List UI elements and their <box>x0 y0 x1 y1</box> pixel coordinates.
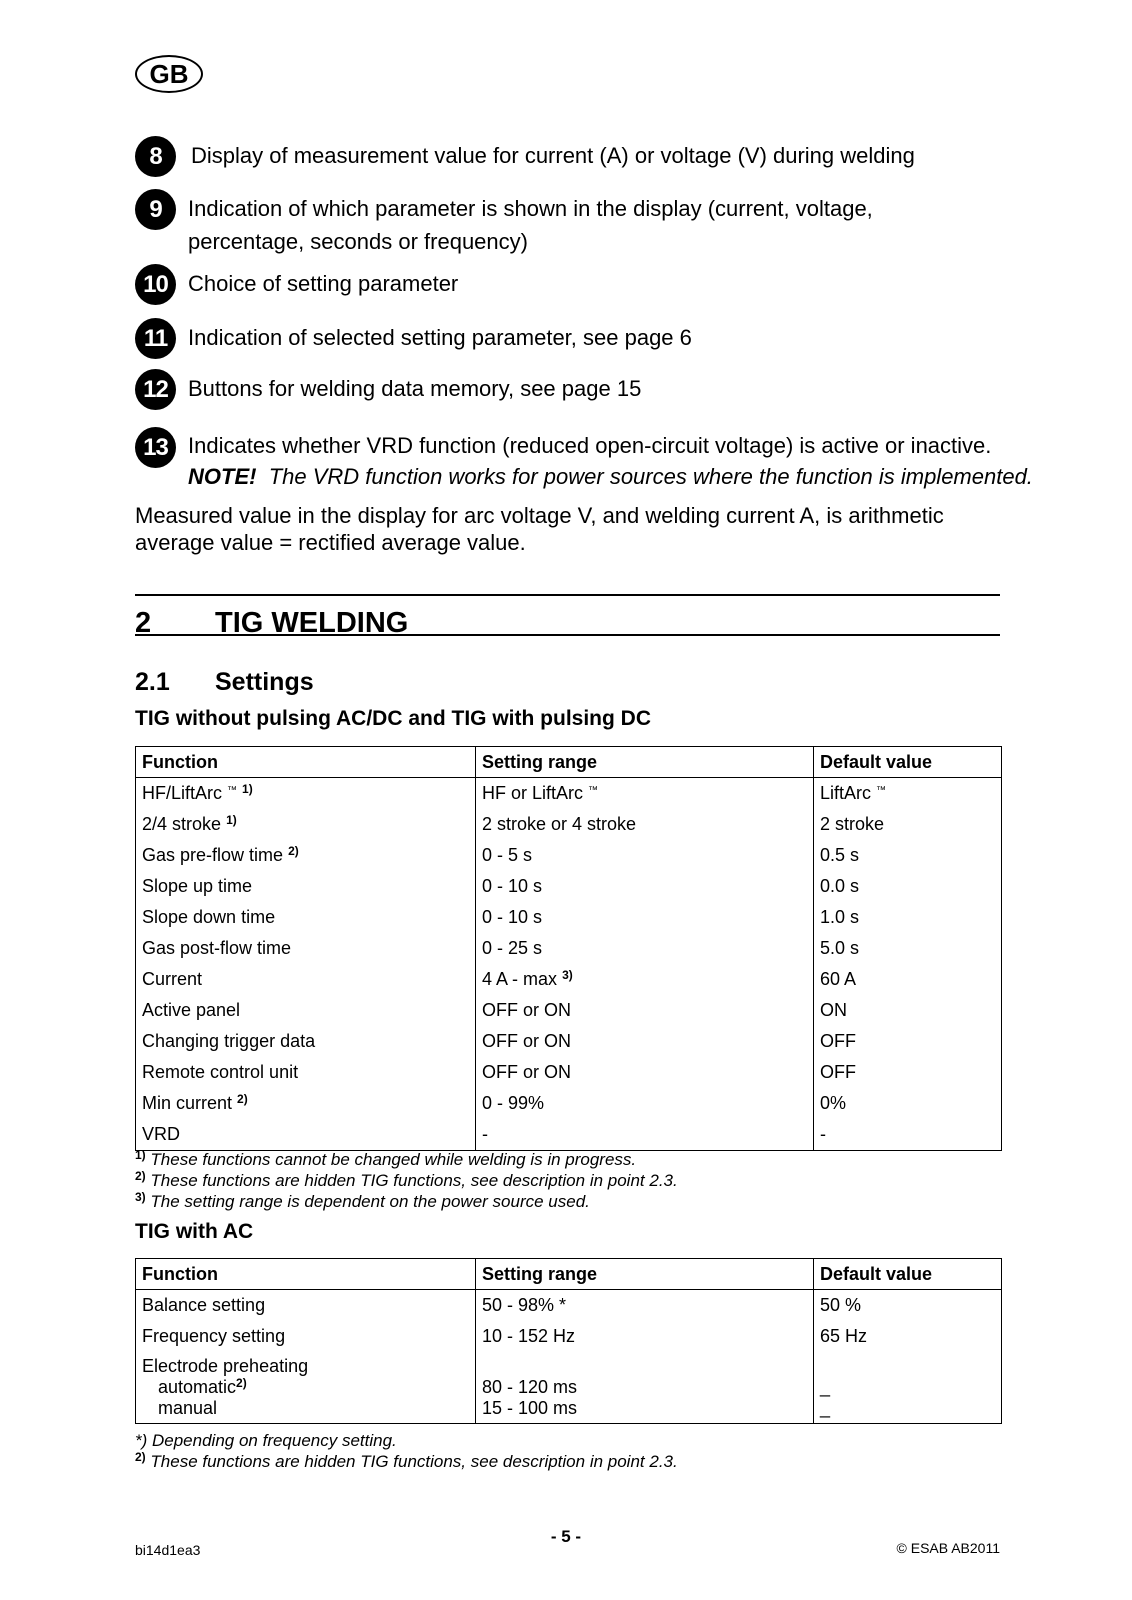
preheat-auto-default: _ <box>820 1377 831 1397</box>
cell-default: 0.5 s <box>814 840 1002 871</box>
footnote: $^{2)}$ These functions are hidden TIG functions, see description in point 2.3. <box>135 1169 678 1190</box>
table-header-row <box>136 1259 1002 1290</box>
table-row <box>136 1321 1002 1352</box>
cell-function: VRD <box>136 1119 476 1151</box>
cell-range: 2 stroke or 4 stroke <box>476 809 814 840</box>
cell-function: Balance setting <box>136 1290 476 1322</box>
item-number-badge: 11 <box>135 318 176 359</box>
item-text <box>188 192 1108 258</box>
cell-function: Active panel <box>136 995 476 1026</box>
cell-default: 1.0 s <box>814 902 1002 933</box>
cell-function: Remote control unit <box>136 1057 476 1088</box>
preheat-auto-label: automatic$^{2)}$ <box>158 1376 247 1397</box>
table-row <box>136 840 1002 871</box>
column-header-range: Setting range <box>476 747 814 778</box>
cell-default: LiftArc ™ <box>814 778 1002 810</box>
subsection-heading <box>135 668 314 697</box>
paragraph-line: average value = rectified average value. <box>135 530 526 555</box>
column-header-default: Default value <box>814 1259 1002 1290</box>
cell-default <box>814 1352 1002 1424</box>
item-number-badge: 10 <box>135 264 176 305</box>
cell-default: 50 % <box>814 1290 1002 1322</box>
preheat-label: Electrode preheating <box>142 1356 309 1376</box>
footnote: $^{3)}$ The setting range is dependent on the power source used. <box>135 1190 590 1211</box>
cell-default: OFF <box>814 1026 1002 1057</box>
cell-range: OFF or ON <box>476 1026 814 1057</box>
cell-function: Frequency setting <box>136 1321 476 1352</box>
table-row <box>136 1119 1002 1151</box>
subsection-number: 2.1 <box>135 668 170 696</box>
cell-default: OFF <box>814 1057 1002 1088</box>
cell-range: OFF or ON <box>476 1057 814 1088</box>
cell-range: 50 - 98% * <box>476 1290 814 1322</box>
note-label: NOTE! <box>188 464 257 489</box>
item-text-line: percentage, seconds or frequency) <box>188 229 528 254</box>
item-number-badge: 9 <box>135 189 176 230</box>
cell-function <box>136 1352 476 1424</box>
cell-range: 0 - 25 s <box>476 933 814 964</box>
cell-range: 0 - 10 s <box>476 902 814 933</box>
column-header-default: Default value <box>814 747 1002 778</box>
table-row <box>136 871 1002 902</box>
cell-range: 0 - 5 s <box>476 840 814 871</box>
cell-function: Gas pre-flow time $^{2)}$ <box>136 840 476 871</box>
table-row <box>136 902 1002 933</box>
subsection-title: Settings <box>215 668 314 696</box>
cell-default: 2 stroke <box>814 809 1002 840</box>
column-header-function: Function <box>136 1259 476 1290</box>
table-row <box>136 964 1002 995</box>
cell-default: - <box>814 1119 1002 1151</box>
cell-function: Slope up time <box>136 871 476 902</box>
preheat-auto-range: 80 - 120 ms <box>482 1377 578 1397</box>
cell-function: Min current $^{2)}$ <box>136 1088 476 1119</box>
cell-default: 0% <box>814 1088 1002 1119</box>
table-row <box>136 778 1002 810</box>
cell-range: 0 - 10 s <box>476 871 814 902</box>
table-row <box>136 1290 1002 1322</box>
note-text: The VRD function works for power sources where the function is implemented. <box>268 464 1033 489</box>
footnote: *) Depending on frequency setting. <box>135 1431 397 1450</box>
footnote: $^{1)}$ These functions cannot be changed while welding is in progress. <box>135 1148 637 1169</box>
cell-function: Slope down time <box>136 902 476 933</box>
cell-range: OFF or ON <box>476 995 814 1026</box>
settings-table <box>135 746 1002 1151</box>
cell-function: Current <box>136 964 476 995</box>
cell-function: Gas post-flow time <box>136 933 476 964</box>
footnotes-table2 <box>135 1430 678 1472</box>
section-rule-bottom <box>135 634 1000 636</box>
item-text <box>188 430 1108 492</box>
preheat-manual-default: _ <box>820 1398 831 1418</box>
cell-default: ON <box>814 995 1002 1026</box>
cell-function: 2/4 stroke $^{1)}$ <box>136 809 476 840</box>
table-row <box>136 933 1002 964</box>
document-code: bi14d1ea3 <box>135 1542 201 1558</box>
item-number-badge: 12 <box>135 369 176 410</box>
preheat-manual-range: 15 - 100 ms <box>482 1398 578 1418</box>
table-row <box>136 995 1002 1026</box>
column-header-range: Setting range <box>476 1259 814 1290</box>
column-header-function: Function <box>136 747 476 778</box>
footnotes-table1 <box>135 1149 678 1212</box>
section-rule-top <box>135 594 1000 596</box>
table-row <box>136 1088 1002 1119</box>
ac-settings-table <box>135 1258 1002 1424</box>
cell-default: 0.0 s <box>814 871 1002 902</box>
language-badge: GB <box>135 55 203 93</box>
table-heading: TIG with AC <box>135 1220 254 1243</box>
cell-default: 5.0 s <box>814 933 1002 964</box>
item-number-badge: 8 <box>135 136 176 177</box>
copyright: © ESAB AB2011 <box>896 1540 1000 1556</box>
cell-range: - <box>476 1119 814 1151</box>
item-text: Indication of selected setting parameter, see page 6 <box>188 325 692 350</box>
table-row <box>136 809 1002 840</box>
item-text-line: Indication of which parameter is shown in the display (current, voltage, <box>188 196 873 221</box>
cell-range <box>476 1352 814 1424</box>
cell-default: 65 Hz <box>814 1321 1002 1352</box>
cell-range: 10 - 152 Hz <box>476 1321 814 1352</box>
item-text: Choice of setting parameter <box>188 271 459 296</box>
preheat-manual-label: manual <box>158 1398 218 1418</box>
item-text-line: Indicates whether VRD function (reduced open-circuit voltage) is active or inactive. <box>188 433 992 458</box>
table-header-row <box>136 747 1002 778</box>
cell-range: 0 - 99% <box>476 1088 814 1119</box>
table-row <box>136 1057 1002 1088</box>
measured-value-paragraph <box>135 502 1035 556</box>
note-line <box>188 461 1108 492</box>
page-number: - 5 - <box>550 1527 582 1546</box>
section-title: TIG WELDING <box>215 607 409 639</box>
item-number-badge: 13 <box>135 427 176 468</box>
cell-range: HF or LiftArc ™ <box>476 778 814 810</box>
footnote: $^{2)}$ These functions are hidden TIG functions, see description in point 2.3. <box>135 1450 678 1471</box>
table-row-preheating <box>136 1352 1002 1424</box>
table-row <box>136 1026 1002 1057</box>
table-heading: TIG without pulsing AC/DC and TIG with pulsing DC <box>135 707 651 730</box>
item-text: Buttons for welding data memory, see page 15 <box>188 376 642 401</box>
paragraph-line: Measured value in the display for arc voltage V, and welding current A, is arithmetic <box>135 503 944 528</box>
section-number: 2 <box>135 607 152 639</box>
cell-function: Changing trigger data <box>136 1026 476 1057</box>
cell-function: HF/LiftArc ™ $^{1)}$ <box>136 778 476 810</box>
item-text: Display of measurement value for current (A) or voltage (V) during welding <box>191 143 915 168</box>
cell-range: 4 A - max $^{3)}$ <box>476 964 814 995</box>
cell-default: 60 A <box>814 964 1002 995</box>
